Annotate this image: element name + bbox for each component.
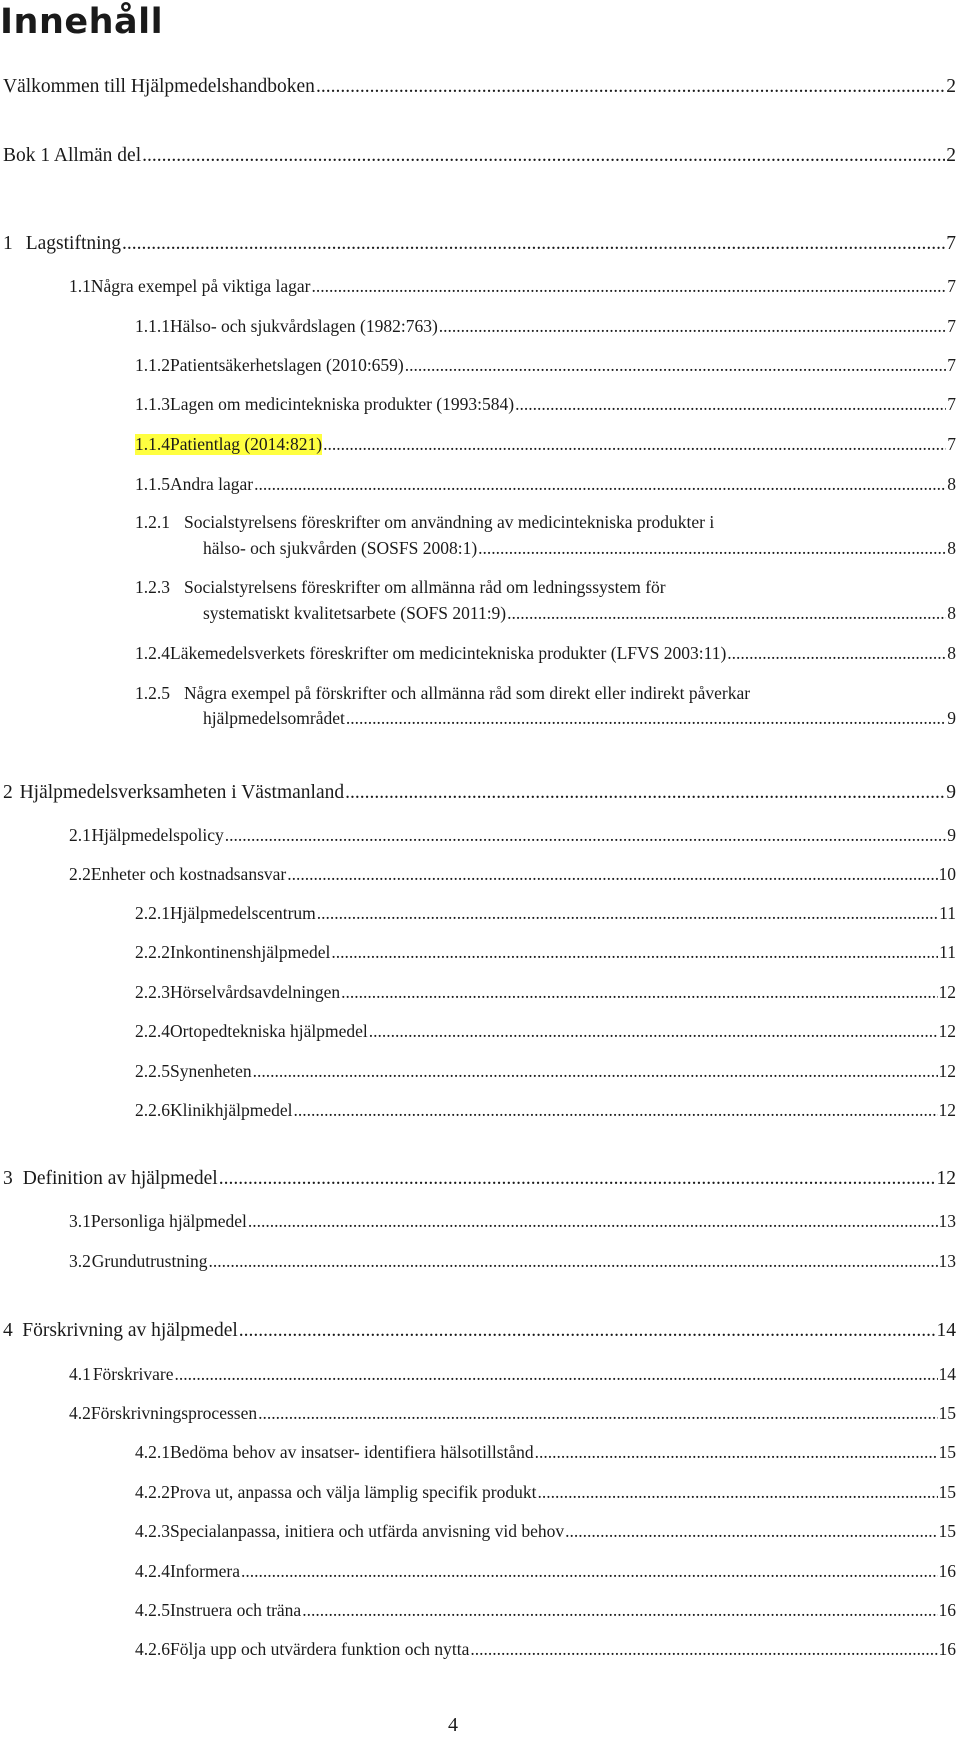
toc-entry-number: 2.2.1 [135, 903, 170, 923]
toc-entry-number: 4.1 [69, 1364, 91, 1384]
toc-entry[interactable] [135, 643, 956, 664]
toc-entry-page: 8 [947, 474, 956, 494]
toc-leader [302, 1600, 937, 1621]
toc-entry-page: 14 [936, 1320, 956, 1341]
toc-entry-page: 8 [947, 538, 956, 558]
toc-entry[interactable] [135, 394, 956, 415]
toc-entry-label: Några exempel på viktiga lagar [90, 276, 311, 296]
toc-entry[interactable] [135, 1482, 956, 1503]
toc-entry-label: Inkontinenshjälpmedel [170, 942, 331, 962]
toc-entry-label: Förskrivningsprocessen [90, 1403, 258, 1423]
toc-entry[interactable] [135, 1442, 956, 1463]
toc-entry[interactable] [69, 276, 956, 297]
toc-leader [219, 1168, 936, 1190]
toc-entry[interactable] [3, 782, 956, 804]
toc-entry-number: 2.2.6 [135, 1100, 170, 1120]
toc-entry-label-continued: systematiskt kvalitetsarbete (SOFS 2011:9) [203, 603, 507, 623]
toc-entry-number: 2 [3, 782, 13, 803]
toc-entry-page: 2 [946, 145, 956, 166]
toc-entry-number: 4.2.1 [135, 1442, 170, 1462]
toc-entry-label: Lagstiftning [25, 233, 122, 254]
toc-leader [317, 903, 938, 924]
toc-leader [122, 233, 945, 255]
toc-leader [346, 708, 946, 729]
toc-leader [293, 1100, 937, 1121]
toc-leader [537, 1482, 937, 1503]
toc-entry[interactable] [69, 1211, 956, 1232]
toc-entry[interactable] [69, 1403, 956, 1424]
toc-entry-label: Ortopedtekniska hjälpmedel [170, 1021, 368, 1041]
toc-entry-number: 1.1.4 [135, 434, 170, 454]
toc-entry[interactable] [3, 233, 956, 255]
toc-entry-label: Bedöma behov av insatser- identifiera hälsotillstånd [170, 1442, 534, 1462]
toc-leader [369, 1021, 938, 1042]
toc-entry-page: 15 [938, 1482, 956, 1502]
toc-entry-page: 7 [947, 434, 956, 454]
toc-entry[interactable] [135, 942, 956, 963]
toc-leader [507, 603, 946, 624]
toc-entry[interactable] [135, 1061, 956, 1082]
toc-leader [316, 76, 945, 98]
toc-entry-label: Hälso- och sjukvårdslagen (1982:763) [170, 316, 438, 336]
toc-leader [225, 825, 947, 846]
toc-entry-label: Prova ut, anpassa och välja lämplig specifik produkt [170, 1482, 537, 1502]
toc-entry[interactable] [69, 1364, 956, 1385]
toc-entry-number: 1.2.5 [135, 683, 170, 703]
toc-entry-label: Hjälpmedelsverksamheten i Västmanland [19, 782, 345, 803]
toc-entry[interactable] [3, 1168, 956, 1190]
toc-entry[interactable] [135, 1021, 956, 1042]
toc-entry-page: 7 [947, 276, 956, 296]
toc-entry-number: 1.1.5 [135, 474, 170, 494]
toc-leader [248, 1211, 938, 1232]
toc-entry-label: Synenheten [170, 1061, 252, 1081]
toc-entry-number: 2.2.2 [135, 942, 170, 962]
toc-entry-label: Informera [170, 1561, 240, 1581]
toc-entry-page: 10 [938, 864, 956, 884]
toc-entry[interactable] [3, 1320, 956, 1342]
toc-entry-page: 9 [947, 708, 956, 728]
toc-entry-number: 1.2.3 [135, 577, 170, 597]
toc-entry-number: 3.1 [69, 1211, 91, 1231]
toc-entry-page: 13 [938, 1211, 956, 1231]
toc-entry-label: Grundutrustning [91, 1251, 208, 1271]
toc-entry[interactable] [135, 1100, 956, 1121]
toc-entry-label: Patientsäkerhetslagen (2010:659) [170, 355, 404, 375]
toc-entry-label: Läkemedelsverkets föreskrifter om medicintekniska produkter (LFVS 2003:11) [170, 643, 727, 663]
toc-entry[interactable] [3, 76, 956, 98]
toc-leader [239, 1320, 936, 1342]
toc-leader [345, 782, 945, 804]
toc-entry-number: 4.2.3 [135, 1521, 170, 1541]
toc-entry-label: Några exempel på förskrifter och allmänna råd som direkt eller indirekt påverkar [184, 683, 751, 703]
toc-entry[interactable] [3, 145, 956, 167]
toc-leader [470, 1639, 937, 1660]
toc-entry[interactable] [203, 603, 956, 624]
toc-leader [323, 434, 946, 455]
toc-leader [208, 1251, 937, 1272]
toc-leader [515, 394, 946, 415]
toc-entry-page: 9 [947, 825, 956, 845]
toc-entry-label-continued: hälso- och sjukvården (SOSFS 2008:1) [203, 538, 478, 558]
toc-entry-page: 7 [947, 355, 956, 375]
toc-entry-number: 4.2.6 [135, 1639, 170, 1659]
toc-entry[interactable] [135, 1600, 956, 1621]
toc-entry-number: 1.2.1 [135, 512, 170, 532]
toc-entry-label: Hjälpmedelspolicy [91, 825, 224, 845]
toc-leader [478, 538, 946, 559]
toc-entry-first-line[interactable] [135, 577, 956, 598]
toc-leader [241, 1561, 938, 1582]
toc-entry-first-line[interactable] [135, 512, 956, 533]
toc-entry-label: Definition av hjälpmedel [22, 1168, 218, 1189]
toc-entry-page: 11 [939, 942, 956, 962]
toc-entry[interactable] [203, 708, 956, 729]
page-number: 4 [448, 1714, 458, 1736]
toc-entry-page: 15 [938, 1521, 956, 1541]
toc-entry-label: Förskrivare [92, 1364, 174, 1384]
toc-leader [535, 1442, 938, 1463]
toc-entry-number: 1.1.2 [135, 355, 170, 375]
toc-entry-page: 11 [939, 903, 956, 923]
toc-entry[interactable] [135, 903, 956, 924]
toc-entry-number: 4 [3, 1320, 13, 1341]
toc-entry-page: 13 [938, 1251, 956, 1271]
toc-entry-label: Patientlag (2014:821) [170, 434, 323, 454]
toc-entry-page: 14 [938, 1364, 956, 1384]
toc-entry-page: 12 [938, 1021, 956, 1041]
toc-entry-page: 12 [938, 982, 956, 1002]
toc-entry-label: Hjälpmedelscentrum [170, 903, 316, 923]
toc-entry-number: 2.2.5 [135, 1061, 170, 1081]
toc-entry-page: 15 [938, 1442, 956, 1462]
toc-leader [405, 355, 946, 376]
toc-entry[interactable] [135, 434, 956, 455]
toc-entry[interactable] [135, 982, 956, 1003]
toc-entry-page: 12 [936, 1168, 956, 1189]
toc-entry-label: Bok 1 Allmän del [3, 145, 142, 166]
toc-leader [341, 982, 937, 1003]
toc-leader [331, 942, 938, 963]
toc-entry-number: 2.2.4 [135, 1021, 170, 1041]
toc-entry-label: Välkommen till Hjälpmedelshandboken [3, 76, 315, 97]
toc-entry-label: Instruera och träna [170, 1600, 302, 1620]
toc-entry[interactable] [203, 538, 956, 559]
toc-entry-page: 8 [947, 643, 956, 663]
toc-leader [175, 1364, 938, 1385]
toc-entry-page: 16 [938, 1639, 956, 1659]
toc-entry-first-line[interactable] [135, 683, 956, 704]
toc-leader [312, 276, 947, 297]
toc-entry-page: 8 [947, 603, 956, 623]
toc-entry-label: Följa upp och utvärdera funktion och nytta [170, 1639, 470, 1659]
toc-entry-number: 1.1.3 [135, 394, 170, 414]
toc-entry-label: Socialstyrelsens föreskrifter om allmänna råd om ledningssystem för [184, 577, 666, 597]
toc-entry-label: Hörselvårdsavdelningen [170, 982, 341, 1002]
toc-entry-label: Förskrivning av hjälpmedel [22, 1320, 238, 1341]
toc-entry[interactable] [69, 864, 956, 885]
page-title: Innehåll [0, 2, 164, 42]
toc-entry[interactable] [135, 1521, 956, 1542]
toc-entry-number: 1.1.1 [135, 316, 170, 336]
toc-leader [253, 1061, 938, 1082]
toc-entry-page: 16 [938, 1561, 956, 1581]
toc-entry-label: Andra lagar [170, 474, 254, 494]
toc-entry-number: 1.1 [69, 276, 91, 296]
toc-entry-label: Lagen om medicintekniska produkter (1993:584) [170, 394, 515, 414]
toc-entry-page: 7 [947, 316, 956, 336]
toc-entry[interactable] [135, 1561, 956, 1582]
toc-entry-number: 1.2.4 [135, 643, 170, 663]
toc-leader [254, 474, 946, 495]
toc-entry[interactable] [135, 1639, 956, 1660]
toc-entry[interactable] [135, 355, 956, 376]
toc-entry-number: 2.2.3 [135, 982, 170, 1002]
toc-entry-page: 9 [946, 782, 956, 803]
toc-entry-page: 16 [938, 1600, 956, 1620]
toc-entry-label: Specialanpassa, initiera och utfärda anvisning vid behov [170, 1521, 565, 1541]
toc-entry[interactable] [135, 474, 956, 495]
toc-entry[interactable] [69, 825, 956, 846]
toc-entry-label: Socialstyrelsens föreskrifter om användning av medicintekniska produkter i [184, 512, 715, 532]
toc-leader [565, 1521, 937, 1542]
toc-entry-number: 2.2 [69, 864, 91, 884]
toc-entry-page: 15 [938, 1403, 956, 1423]
toc-entry[interactable] [135, 316, 956, 337]
toc-entry-page: 7 [946, 233, 956, 254]
toc-entry-page: 2 [946, 76, 956, 97]
toc-leader [727, 643, 946, 664]
toc-entry-label: Personliga hjälpmedel [90, 1211, 247, 1231]
toc-entry-number: 4.2 [69, 1403, 91, 1423]
toc-entry-number: 3.2 [69, 1251, 91, 1271]
toc-leader [258, 1403, 937, 1424]
toc-entry-label-continued: hjälpmedelsområdet [203, 708, 345, 728]
toc-entry-number: 1 [3, 233, 13, 254]
toc-entry[interactable] [69, 1251, 956, 1272]
toc-entry-number: 3 [3, 1168, 13, 1189]
toc-entry-number: 2.1 [69, 825, 91, 845]
toc-entry-number: 4.2.4 [135, 1561, 170, 1581]
toc-leader [142, 145, 945, 167]
toc-leader [439, 316, 946, 337]
toc-entry-number: 4.2.2 [135, 1482, 170, 1502]
toc-leader [287, 864, 937, 885]
toc-entry-label: Enheter och kostnadsansvar [90, 864, 287, 884]
toc-entry-page: 12 [938, 1100, 956, 1120]
toc-entry-number: 4.2.5 [135, 1600, 170, 1620]
toc-entry-page: 7 [947, 394, 956, 414]
toc-entry-label: Klinikhjälpmedel [170, 1100, 293, 1120]
toc-entry-page: 12 [938, 1061, 956, 1081]
